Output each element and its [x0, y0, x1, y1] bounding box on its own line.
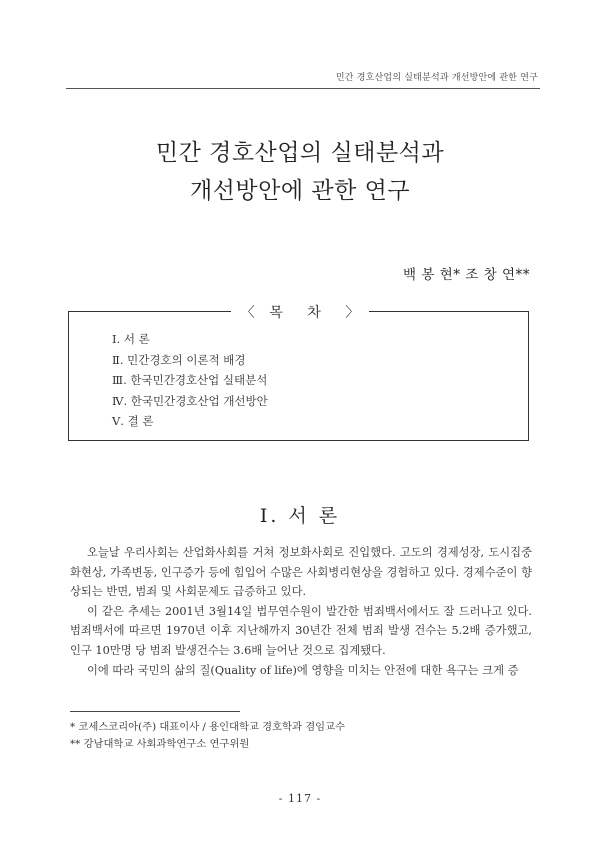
toc-list	[112, 329, 268, 432]
footnote: ** 강남대학교 사회과학연구소 연구위원	[70, 738, 250, 750]
body-text	[70, 543, 532, 680]
toc-title	[0, 302, 600, 322]
title-line-1: 민간 경호산업의 실태분석과	[155, 140, 445, 166]
toc-left-bracket-icon: 〈	[240, 305, 255, 321]
page-number: - 117 -	[278, 792, 322, 805]
toc-right-bracket-icon: 〉	[345, 305, 360, 321]
section-heading: Ⅰ. 서 론	[259, 505, 341, 527]
footnote-rule	[70, 711, 240, 712]
authors: 백 봉 현* 조 창 연**	[403, 267, 530, 283]
header-rule	[66, 88, 540, 89]
paper-title	[0, 134, 600, 210]
toc-title-text: 목 차	[269, 305, 331, 321]
toc-item: Ⅳ. 한국민간경호산업 개선방안	[112, 393, 268, 408]
toc-item: Ⅰ. 서 론	[112, 332, 150, 346]
paragraph: 이에 따라 국민의 삶의 질(Quality of life)에 영향을 미치는 안전에 대한 욕구는 크게 증	[86, 663, 519, 677]
paragraph: 오늘날 우리사회는 산업화사회를 거쳐 정보화사회로 진입했다. 고도의 경제성장, 도시집중화현상, 가족변동, 인구증가 등에 힘입어 수많은 사회병리현상을 경험하고 있다. 경제수준이 향상되는 반면, 범죄 및 사회문제도 급증하고 있다.	[70, 546, 532, 599]
running-header: 민간 경호산업의 실태분석과 개선방안에 관한 연구	[335, 73, 538, 83]
title-line-2: 개선방안에 관한 연구	[189, 178, 411, 204]
toc-item: Ⅴ. 결 론	[112, 414, 154, 428]
toc-item: Ⅲ. 한국민간경호산업 실태분석	[112, 373, 268, 387]
footnote: * 코세스코리아(주) 대표이사 / 용인대학교 경호학과 겸임교수	[70, 721, 346, 733]
paragraph: 이 같은 추세는 2001년 3월14일 법무연수원이 발간한 범죄백서에서도 잘 드러나고 있다. 범죄백서에 따르면 1970년 이후 지난해까지 30년간 전체 범죄 발생 건수는 5.2배 증가했고, 인구 10만명 당 범죄 발생건수는 3.6배 늘어난 것으로 집계됐다.	[70, 604, 532, 657]
toc-item: Ⅱ. 민간경호의 이론적 배경	[112, 352, 246, 367]
footnotes	[70, 719, 345, 753]
